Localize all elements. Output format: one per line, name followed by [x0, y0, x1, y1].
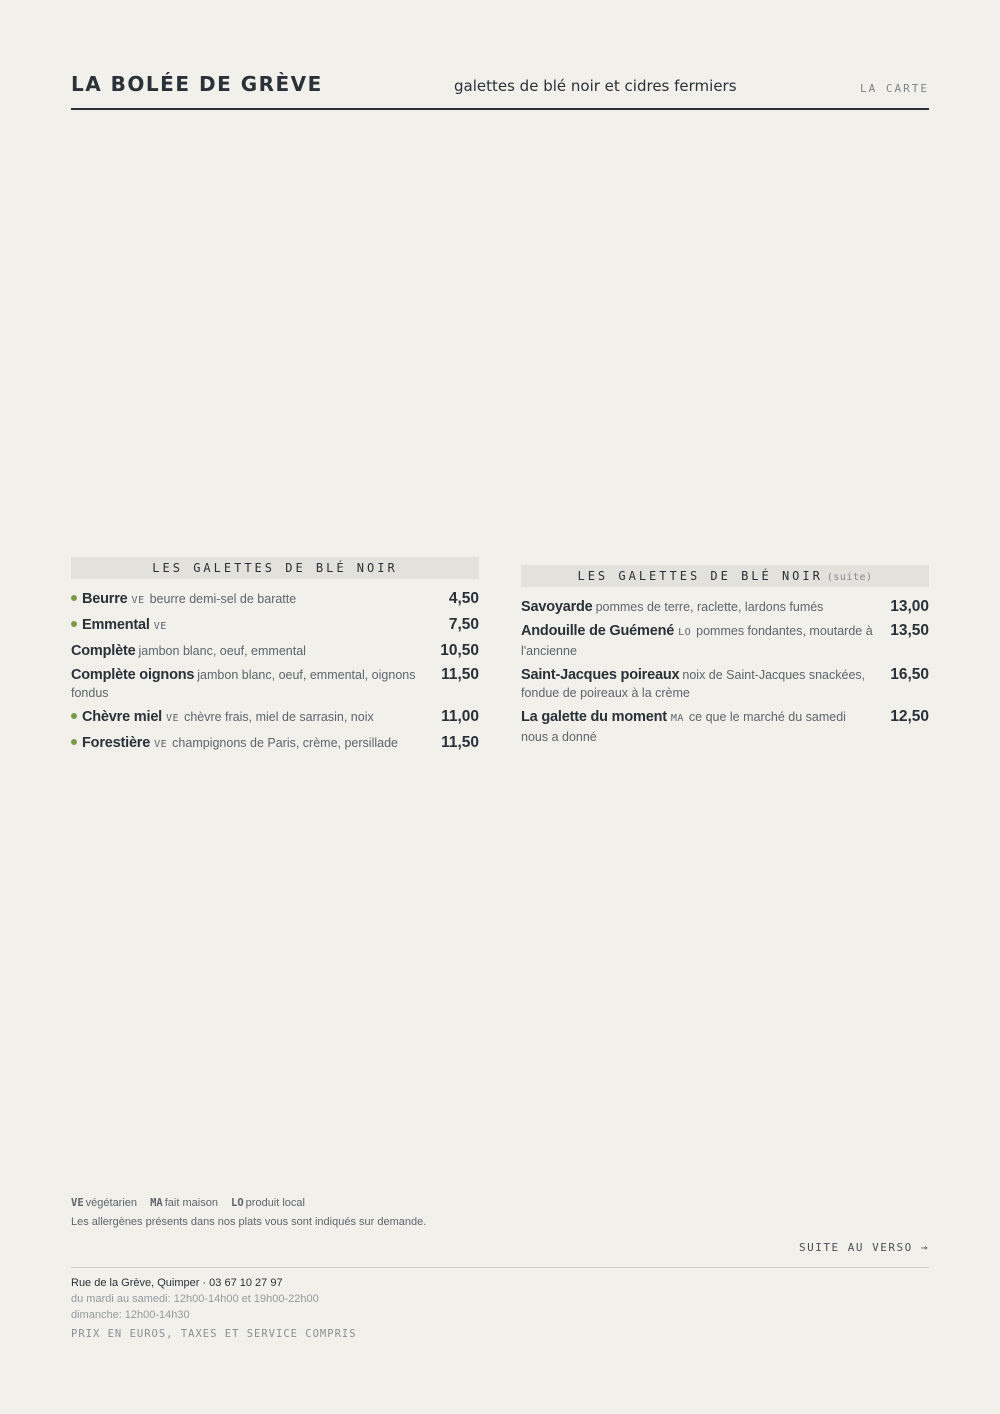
menu-item-tag: MA: [670, 713, 684, 724]
restaurant-tagline: galettes de blé noir et cidres fermiers: [454, 77, 737, 95]
section-title: LES GALETTES DE BLÉ NOIR: [577, 569, 823, 583]
vegetarian-dot-icon: [71, 621, 77, 627]
legend-key: VE: [71, 1197, 84, 1209]
vegetarian-dot-icon: [71, 713, 77, 719]
opening-hours-week: du mardi au samedi: 12h00-14h00 et 19h00-22h00: [71, 1293, 319, 1305]
menu-item-name: Forestière: [82, 735, 151, 751]
section-heading: [71, 557, 479, 579]
opening-hours-sunday: dimanche: 12h00-14h30: [71, 1309, 190, 1321]
menu-item-description: jambon blanc, oeuf, emmental, oignons fondus: [71, 668, 416, 700]
menu-item-price: 11,00: [441, 708, 479, 725]
section-title: LES GALETTES DE BLÉ NOIR: [152, 561, 398, 575]
menu-item-name: Savoyarde: [521, 599, 593, 615]
next-page-link[interactable]: SUITE AU VERSO →: [799, 1241, 929, 1254]
menu-item: [71, 708, 479, 728]
menu-item-description: jambon blanc, oeuf, emmental: [138, 644, 306, 658]
menu-item-description: beurre demi-sel de baratte: [149, 592, 297, 606]
menu-item-price: 10,50: [440, 642, 479, 659]
legend-label: végétarien: [85, 1197, 138, 1209]
legend-key: MA: [150, 1197, 163, 1209]
menu-item-tag: LO: [678, 627, 692, 638]
page-section-label: LA CARTE: [860, 82, 929, 95]
menu-item-name: Complète: [71, 643, 136, 659]
menu-item-name: Chèvre miel: [82, 709, 163, 725]
menu-header: [71, 70, 929, 110]
menu-item-name: Emmental: [82, 617, 150, 633]
menu-item-description: champignons de Paris, crème, persillade: [172, 736, 398, 750]
restaurant-name: LA BOLÉE DE GRÈVE: [71, 72, 323, 96]
menu-item: [521, 666, 929, 702]
menu-column-left: [71, 557, 479, 760]
restaurant-address: Rue de la Grève, Quimper · 03 67 10 27 97: [71, 1277, 283, 1289]
menu-item-description: chèvre frais, miel de sarrasin, noix: [184, 710, 374, 724]
menu-item-list: [521, 598, 929, 746]
vegetarian-dot-icon: [71, 739, 77, 745]
menu-item-tag: VE: [131, 595, 145, 606]
menu-item-price: 12,50: [890, 708, 929, 725]
menu-item-description: pommes de terre, raclette, lardons fumés: [595, 600, 824, 614]
menu-item-name: Saint-Jacques poireaux: [521, 667, 680, 683]
menu-item-price: 13,00: [890, 598, 929, 615]
menu-item: [71, 590, 479, 610]
menu-item: [71, 734, 479, 754]
menu-item: [521, 598, 929, 616]
menu-item-list: [71, 590, 479, 754]
menu-item-price: 4,50: [448, 590, 479, 607]
menu-item-description: ce que le marché du samedi nous a donné: [521, 710, 846, 744]
menu-item-tag: VE: [153, 621, 167, 632]
vegetarian-dot-icon: [71, 595, 77, 601]
menu-item-description: pommes fondantes, moutarde à l'ancienne: [521, 624, 873, 658]
menu-column-right: [521, 565, 929, 752]
prices-note: PRIX EN EUROS, TAXES ET SERVICE COMPRIS: [71, 1328, 357, 1340]
section-suffix: (suite): [826, 572, 873, 583]
menu-item-name: Andouille de Guémené: [521, 623, 675, 639]
legend-key: LO: [231, 1197, 244, 1209]
menu-item-name: La galette du moment: [521, 709, 667, 725]
menu-item: [521, 708, 929, 746]
menu-item-price: 11,50: [441, 666, 479, 683]
legend-label: fait maison: [164, 1197, 218, 1209]
diet-legend: [71, 1197, 315, 1209]
menu-item-description: noix de Saint-Jacques snackées, fondue de poireaux à la crème: [521, 668, 866, 700]
section-heading: [521, 565, 929, 587]
menu-item-price: 7,50: [448, 616, 479, 633]
menu-item-price: 16,50: [890, 666, 929, 683]
menu-item-name: Beurre: [82, 591, 128, 607]
menu-item-price: 13,50: [890, 622, 929, 639]
footer-divider: [71, 1267, 929, 1268]
menu-item-tag: VE: [154, 739, 168, 750]
menu-item: [71, 666, 479, 702]
menu-item-tag: VE: [166, 713, 180, 724]
menu-item-price: 11,50: [441, 734, 479, 751]
allergen-note: Les allergènes présents dans nos plats vous sont indiqués sur demande.: [71, 1216, 427, 1228]
menu-item: [71, 616, 479, 636]
menu-item: [521, 622, 929, 660]
legend-label: produit local: [245, 1197, 305, 1209]
menu-item-name: Complète oignons: [71, 667, 195, 683]
menu-item: [71, 642, 479, 660]
